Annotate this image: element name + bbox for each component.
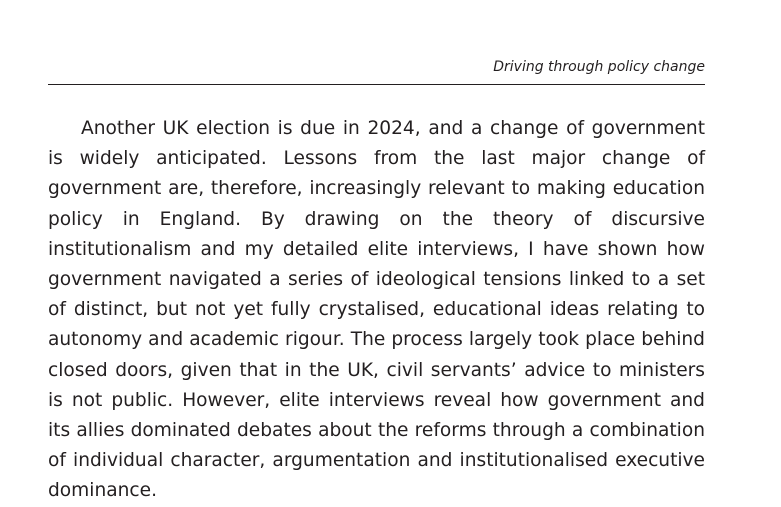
running-title: Driving through policy change (493, 59, 705, 75)
running-header (48, 56, 705, 85)
body-paragraph: Another UK election is due in 2024, and a change of government is widely anticipated. Lessons from the last major change of government are, therefore, increasingly relevant to making education policy in England. By drawing on the theory of discursive institutionalism and my detailed elite interviews, I have shown how government navigated a series of ideological tensions linked to a set of distinct, but not yet fully crystalised, educational ideas relating to autonomy and academic rigour. The process largely took place behind closed doors, given that in the UK, civil servants’ advice to ministers is not public. However, elite interviews reveal how government and its allies dominated debates about the reforms through a combination of individual character, argumentation and institutionalised executive dominance. (48, 118, 705, 502)
